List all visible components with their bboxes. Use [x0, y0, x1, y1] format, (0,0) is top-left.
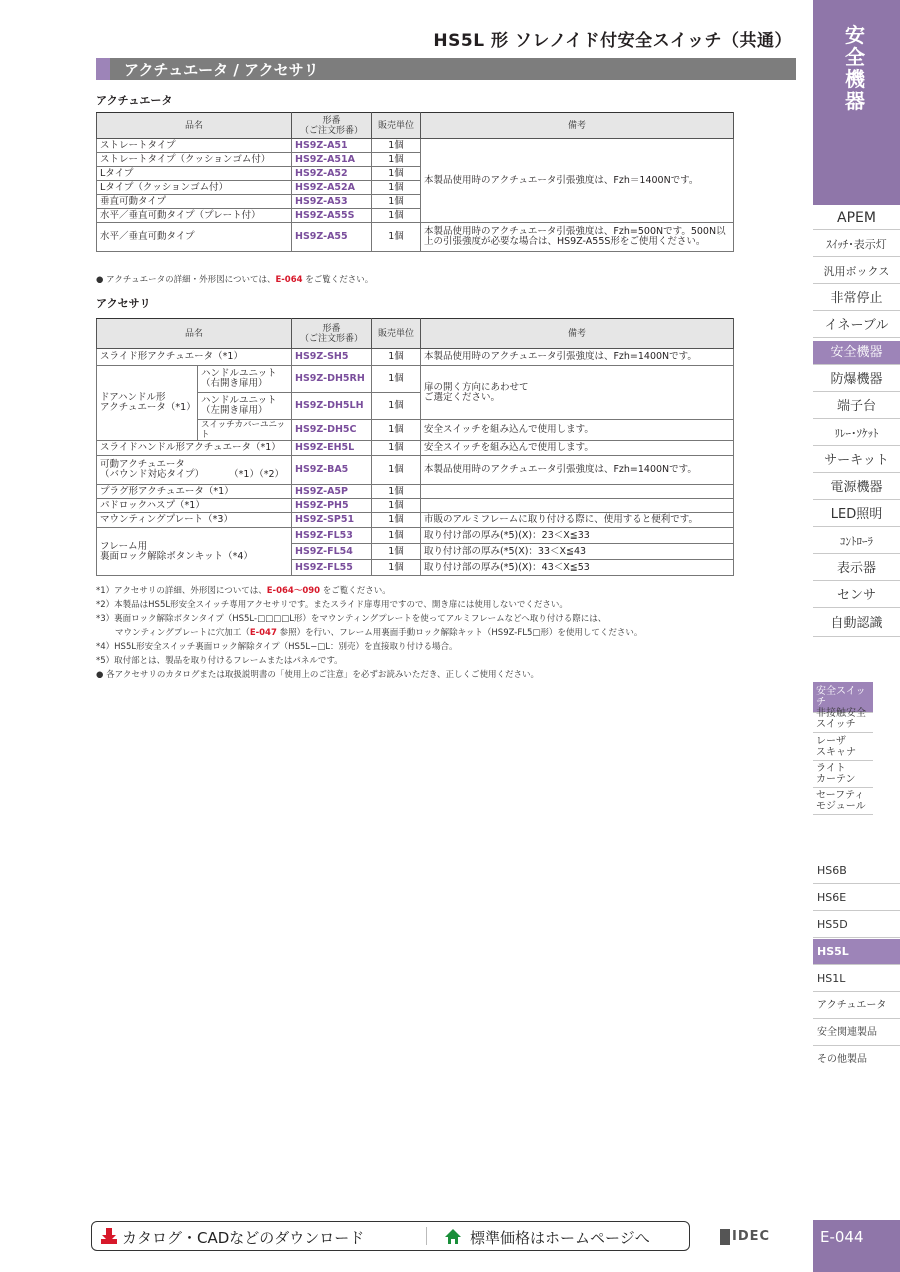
sidebar-item-safety[interactable]: 安全機器 [813, 341, 900, 365]
footnote-3a: *3）裏面ロック解除ボタンタイプ（HS5L-□□□□L形）をマウンティングプレートを使ってアルミフレームなどへ取り付ける際には、 [96, 614, 607, 624]
sidebar-subitem-safety-switch[interactable]: 安全スイッチ [813, 682, 873, 713]
model-number: HS9Z-A55 [292, 223, 372, 252]
item-name [97, 456, 292, 485]
sidebar-item-apem[interactable]: APEM [813, 206, 900, 230]
note-text: をご覧ください。 [320, 586, 391, 596]
sidebar-subitem-safety-module[interactable]: セーフティ モジュール [813, 788, 873, 815]
model-number: HS9Z-FL54 [292, 544, 372, 560]
sidebar-item-terminal[interactable]: 端子台 [813, 395, 900, 419]
model-number: HS9Z-DH5LH [292, 393, 372, 420]
item-name: ストレートタイプ [97, 139, 292, 153]
logo-mark [720, 1229, 730, 1245]
sales-unit: 1個 [372, 544, 421, 560]
note-text: マウンティングプレートに穴加工（ [115, 628, 250, 638]
col-model: 形番 （ご注文形番） [292, 319, 372, 349]
remark-cell [421, 499, 734, 513]
remark-cell: 安全スイッチを組み込んで使用します。 [421, 441, 734, 456]
logo-text: IDEC [732, 1229, 771, 1244]
col-model: 形番 （ご注文形番） [292, 113, 372, 139]
remark-cell: 本製品使用時のアクチュエータ引張強度は、Fzh=1400Nです。 [421, 456, 734, 485]
sales-unit: 1個 [372, 420, 421, 441]
table-row [97, 139, 734, 153]
sales-unit: 1個 [372, 393, 421, 420]
sales-unit: 1個 [372, 167, 421, 181]
model-number: HS9Z-A53 [292, 195, 372, 209]
sales-unit: 1個 [372, 560, 421, 576]
sidebar-product-hs6e[interactable]: HS6E [813, 885, 900, 911]
sidebar-item-led[interactable]: LED照明 [813, 503, 900, 527]
page-title: HS5L 形 ソレノイド付安全スイッチ（共通） [433, 31, 792, 51]
table-row [97, 499, 734, 513]
sidebar-category-label: 安全機器 [845, 23, 865, 113]
table-row [97, 441, 734, 456]
section-bar [96, 58, 796, 80]
accessory-table [96, 318, 734, 576]
divider [426, 1227, 427, 1245]
footnote-1 [96, 584, 391, 596]
table-row [97, 485, 734, 499]
footnote-5: *5）取付部とは、製品を取り付けるフレームまたはパネルです。 [96, 656, 343, 666]
sidebar-item-sensor[interactable]: センサ [813, 584, 900, 608]
col-unit: 販売単位 [372, 113, 421, 139]
note-text: *1）アクセサリの詳細、外形図については、 [96, 586, 267, 596]
remark-cell: 本製品使用時のアクチュエータ引張強度は、Fzh＝1400Nです。 [421, 139, 734, 223]
note-text: 参照）を行い、フレーム用裏面手動ロック解除キット（HS9Z-FL5□形）を使用してください。 [276, 628, 643, 638]
item-name: ハンドルユニット （左開き扉用） [198, 393, 292, 420]
home-icon [444, 1228, 462, 1245]
sales-unit: 1個 [372, 181, 421, 195]
sales-unit: 1個 [372, 366, 421, 393]
page-reference-link[interactable]: E-047 [249, 628, 277, 638]
remark-cell: 本製品使用時のアクチュエータ引張強度は、Fzh=1400Nです。 [421, 349, 734, 366]
note-text: ● アクチュエータの詳細・外形図については、 [96, 275, 276, 285]
remark-cell [421, 485, 734, 499]
note-text: をご覧ください。 [302, 275, 374, 285]
sidebar-item-box[interactable]: 汎用ボックス [813, 260, 900, 284]
model-number: HS9Z-FL53 [292, 528, 372, 544]
sidebar-item-auto-id[interactable]: 自動認識 [813, 611, 900, 637]
sidebar-item-controller[interactable]: ｺﾝﾄﾛｰﾗ [813, 530, 900, 554]
sidebar-item-relay[interactable]: ﾘﾚｰ･ｿｹｯﾄ [813, 422, 900, 446]
item-name: 垂直可動タイプ [97, 195, 292, 209]
model-number: HS9Z-A5P [292, 485, 372, 499]
remark-cell: 安全スイッチを組み込んで使用します。 [421, 420, 734, 441]
model-number: HS9Z-PH5 [292, 499, 372, 513]
sales-unit: 1個 [372, 528, 421, 544]
sidebar-product-other[interactable]: その他製品 [817, 1054, 867, 1065]
remark-cell: 取り付け部の厚み(*5)(X)：43＜X≦53 [421, 560, 734, 576]
page-number: E-044 [813, 1220, 900, 1272]
footnote-4: *4）HS5L形安全スイッチ裏面ロック解除タイプ（HS5L−□L：別売）を直接取り付ける場合。 [96, 642, 458, 652]
item-name: スイッチカバーユニット [198, 420, 292, 441]
table-row [97, 223, 734, 252]
model-number: HS9Z-BA5 [292, 456, 372, 485]
sales-unit: 1個 [372, 209, 421, 223]
section-marker [96, 58, 110, 80]
sidebar-item-circuit[interactable]: サーキット [813, 449, 900, 473]
model-number: HS9Z-EH5L [292, 441, 372, 456]
sales-unit: 1個 [372, 513, 421, 528]
item-name-sub: （バウンド対応タイプ） [100, 469, 205, 480]
sidebar-product-safety-related[interactable]: 安全関連製品 [813, 1020, 900, 1046]
footnote-3b [115, 626, 642, 638]
col-name: 品名 [97, 113, 292, 139]
item-name: 水平／垂直可動タイプ [97, 223, 292, 252]
page-reference-link[interactable]: E-064〜090 [266, 586, 321, 596]
model-number: HS9Z-A51A [292, 153, 372, 167]
sales-unit: 1個 [372, 349, 421, 366]
sidebar-subitem-laser[interactable]: レーザ スキャナ [813, 734, 873, 761]
section-title: アクチュエータ / アクセサリ [124, 61, 319, 79]
model-number: HS9Z-FL55 [292, 560, 372, 576]
model-number: HS9Z-SP51 [292, 513, 372, 528]
item-name: ハンドルユニット （右開き扉用） [198, 366, 292, 393]
remark-cell: 取り付け部の厚み(*5)(X)：23＜X≦33 [421, 528, 734, 544]
item-name-line: 可動アクチュエータ [100, 459, 185, 470]
actuator-heading: アクチュエータ [96, 94, 173, 107]
sales-unit: 1個 [372, 153, 421, 167]
item-name: マウンティングプレート（*3） [97, 513, 292, 528]
footnote-2: *2）本製品はHS5L形安全スイッチ専用アクセサリです。またスライド扉専用ですので、開き扉には使用しないでください。 [96, 600, 568, 610]
page-reference-link[interactable]: E-064 [275, 275, 303, 285]
item-name: ストレートタイプ（クッションゴム付） [97, 153, 292, 167]
sales-unit: 1個 [372, 456, 421, 485]
col-remarks: 備考 [421, 319, 734, 349]
table-row [97, 513, 734, 528]
sales-unit: 1個 [372, 195, 421, 209]
sidebar-item-switch[interactable]: ｽｲｯﾁ･表示灯 [813, 233, 900, 257]
sidebar-item-display[interactable]: 表示器 [813, 557, 900, 581]
table-row [97, 366, 734, 393]
sidebar-item-enable[interactable]: イネーブル [813, 314, 900, 338]
remark-cell: 取り付け部の厚み(*5(X)：33＜X≦43 [421, 544, 734, 560]
item-name: スライド形アクチュエータ（*1） [97, 349, 292, 366]
accessory-heading: アクセサリ [96, 297, 151, 310]
sales-unit: 1個 [372, 223, 421, 252]
table-row [97, 528, 734, 544]
table-row [97, 349, 734, 366]
actuator-note [96, 273, 373, 285]
sidebar-item-explosion-proof[interactable]: 防爆機器 [813, 368, 900, 392]
remark-cell: 本製品使用時のアクチュエータ引張強度は、Fzh=500Nです。500N以上の引張強度が必要な場合は、HS9Z-A55S形をご使用ください。 [421, 223, 734, 252]
group-name: フレーム用 裏面ロック解除ボタンキット（*4） [97, 528, 292, 576]
download-bar [91, 1221, 690, 1251]
sales-unit: 1個 [372, 441, 421, 456]
group-name: ドアハンドル形 アクチュエータ（*1） [97, 366, 198, 441]
item-name-note: （*1）（*2） [229, 469, 285, 480]
model-number: HS9Z-DH5C [292, 420, 372, 441]
sales-unit: 1個 [372, 485, 421, 499]
model-number: HS9Z-A51 [292, 139, 372, 153]
download-link[interactable]: カタログ・CADなどのダウンロード [122, 1229, 365, 1247]
sidebar-subitem-noncontact[interactable]: 非接触安全 スイッチ [813, 706, 873, 733]
table-row [97, 456, 734, 485]
sidebar-item-power[interactable]: 電源機器 [813, 476, 900, 500]
col-name: 品名 [97, 319, 292, 349]
col-remarks: 備考 [421, 113, 734, 139]
item-name: スライドハンドル形アクチュエータ（*1） [97, 441, 292, 456]
model-number: HS9Z-A52 [292, 167, 372, 181]
item-name-line [100, 470, 288, 480]
sales-unit: 1個 [372, 499, 421, 513]
col-unit: 販売単位 [372, 319, 421, 349]
general-note: ● 各アクセサリのカタログまたは取扱説明書の「使用上のご注意」を必ずお読みいただき、正しくご使用ください。 [96, 670, 540, 680]
actuator-table [96, 112, 734, 252]
model-number: HS9Z-A52A [292, 181, 372, 195]
remark-cell: 市販のアルミフレームに取り付ける際に、使用すると便利です。 [421, 513, 734, 528]
sidebar-product-hs6b[interactable]: HS6B [813, 858, 900, 884]
download-icon [100, 1227, 118, 1245]
item-name: Lタイプ（クッションゴム付） [97, 181, 292, 195]
sidebar-product-hs1l[interactable]: HS1L [813, 966, 900, 992]
sidebar-item-emergency-stop[interactable]: 非常停止 [813, 287, 900, 311]
sales-unit: 1個 [372, 139, 421, 153]
model-number: HS9Z-SH5 [292, 349, 372, 366]
sidebar-product-hs5l[interactable]: HS5L [813, 939, 900, 965]
price-link[interactable]: 標準価格はホームページへ [470, 1229, 650, 1247]
idec-logo [720, 1229, 780, 1245]
sidebar-category-tab [813, 0, 900, 205]
sidebar-subitem-light-curtain[interactable]: ライト カーテン [813, 761, 873, 788]
item-name: パドロックハスプ（*1） [97, 499, 292, 513]
sidebar-product-actuator[interactable]: アクチュエータ [813, 993, 900, 1019]
item-name: Lタイプ [97, 167, 292, 181]
remark-cell: 扉の開く方向にあわせて ご選定ください。 [421, 366, 734, 420]
sidebar-product-hs5d[interactable]: HS5D [813, 912, 900, 938]
model-number: HS9Z-A55S [292, 209, 372, 223]
item-name: 水平／垂直可動タイプ（プレート付） [97, 209, 292, 223]
item-name: プラグ形アクチュエータ（*1） [97, 485, 292, 499]
model-number: HS9Z-DH5RH [292, 366, 372, 393]
